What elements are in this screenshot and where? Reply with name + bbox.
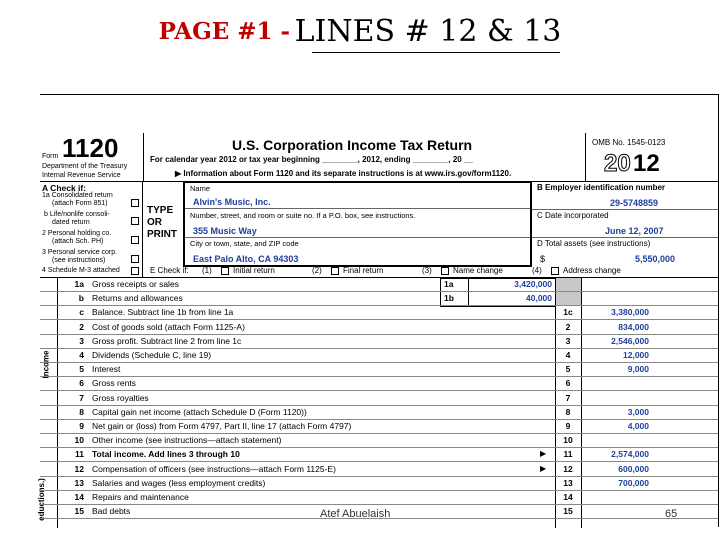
line-box-label: 14 [563, 492, 573, 502]
line-amount[interactable]: 600,000 [618, 463, 649, 474]
line-box-label: 6 [565, 378, 571, 389]
form-label: Form [42, 153, 59, 160]
form-line-3 [40, 335, 718, 349]
line-amount[interactable]: 9,000 [627, 364, 649, 375]
e-num-3: (3) [422, 266, 432, 275]
line-number: 15 [74, 506, 84, 517]
line-box-label: 7 [565, 392, 571, 403]
line-number: 12 [74, 463, 84, 474]
income-side-label: Income [41, 350, 51, 379]
street-label: Number, street, and room or suite no. If a P.O. box, see instructions. [190, 211, 416, 220]
checkbox-address-change[interactable] [551, 267, 559, 275]
c-value[interactable]: June 12, 2007 [605, 226, 664, 236]
line-box-label: 8 [565, 406, 571, 417]
a-item-3-sub: (see instructions) [52, 257, 106, 264]
line-description: Other income (see instructions—attach statement) [92, 435, 282, 446]
checkbox-consolidated[interactable] [131, 199, 139, 207]
checkbox-name-change[interactable] [441, 267, 449, 275]
form-line-8 [40, 406, 718, 420]
form-line-4 [40, 349, 718, 363]
line-number: 11 [75, 449, 84, 460]
line-description: Gross receipts or sales [92, 279, 179, 289]
line-amount[interactable]: 2,546,000 [611, 335, 649, 346]
a-item-2: 2 Personal holding co. [42, 230, 112, 237]
a-item-2-sub: (attach Sch. PH) [52, 238, 104, 245]
header-divider-right [585, 133, 586, 181]
checkbox-final-return[interactable] [331, 267, 339, 275]
b-value[interactable]: 29-5748859 [610, 198, 659, 208]
arrow-icon: ▶ [540, 463, 547, 473]
line-description: Gross profit. Subtract line 2 from line 1c [92, 335, 242, 346]
line-amount[interactable]: 4,000 [627, 421, 649, 431]
street-value[interactable]: 355 Music Way [193, 226, 257, 236]
line-amount[interactable]: 3,000 [627, 406, 649, 417]
checkbox-personal-holding[interactable] [131, 236, 139, 244]
e-num-1: (1) [202, 266, 212, 275]
line-description: Repairs and maintenance [92, 492, 189, 502]
line-box-label: 10 [563, 435, 573, 446]
form-line-9 [40, 420, 718, 434]
d-label: D Total assets (see instructions) [537, 239, 651, 248]
b-row-line [532, 209, 718, 210]
line-amount[interactable]: 3,380,000 [611, 307, 649, 318]
e-initial-return: Initial return [233, 266, 275, 275]
line-description: Gross rents [92, 378, 136, 389]
line-box-label: 2 [565, 321, 571, 332]
line-number: 8 [79, 406, 84, 417]
name-value[interactable]: Alvin's Music, Inc. [193, 197, 271, 207]
line-amount[interactable]: 12,000 [623, 350, 649, 360]
a-item-3: 3 Personal service corp. [42, 249, 118, 256]
form-line-1b [40, 292, 718, 306]
type-or-print-label: TYPE OR PRINT [147, 205, 177, 240]
line-box-label: 15 [563, 506, 573, 517]
line-box-label: 1c [563, 307, 573, 318]
line-description: Interest [92, 364, 121, 375]
line-description: Returns and allowances [92, 293, 183, 304]
year-suffix: 12 [633, 150, 660, 177]
form-number: 1120 [62, 133, 119, 163]
line-box-label: 4 [565, 350, 571, 360]
e-num-2: (2) [312, 266, 322, 275]
line-number: 7 [79, 392, 84, 403]
form-line-11 [40, 448, 718, 462]
line-number: 1a [74, 279, 84, 289]
a-item-1b: b Life/nonlife consoli- [44, 211, 110, 218]
line-number: 3 [79, 335, 84, 346]
form-line-10 [40, 434, 718, 448]
line-number: 6 [79, 378, 84, 389]
slide-title [0, 14, 720, 49]
title-page-number: PAGE #1 - [158, 18, 291, 45]
line-box-label: 12 [563, 463, 573, 474]
checkbox-life-nonlife[interactable] [131, 217, 139, 225]
b-label: B Employer identification number [537, 183, 666, 192]
a-item-4: 4 Schedule M-3 attached [42, 267, 120, 274]
line-description: Salaries and wages (less employment credits) [92, 477, 266, 488]
form-line-2 [40, 321, 718, 335]
line-description: Gross royalties [92, 392, 149, 403]
line-number: 13 [74, 477, 84, 488]
subline-value[interactable]: 40,000 [526, 293, 552, 304]
line-box-label: 9 [565, 421, 571, 431]
year-prefix: 20 [604, 150, 631, 177]
e-check-label: E Check if: [150, 266, 189, 275]
arrow-icon: ▶ [540, 449, 547, 459]
a-item-1a-sub: (attach Form 851) [52, 200, 108, 207]
line-number: 10 [74, 435, 84, 446]
line-description: Compensation of officers (see instructions—attach Form 1125-E) [92, 463, 336, 474]
a-section-divider [142, 181, 143, 277]
street-row-line [185, 237, 530, 238]
c-label: C Date incorporated [537, 211, 609, 220]
form-line-13 [40, 477, 718, 491]
d-prefix: $ [540, 254, 546, 264]
form-line-5 [40, 363, 718, 377]
line-amount[interactable]: 2,574,000 [611, 449, 649, 460]
line-amount[interactable]: 834,000 [618, 321, 649, 332]
form-line-6 [40, 377, 718, 391]
line-box-label: 5 [565, 364, 571, 375]
subline-label: 1a [444, 279, 454, 289]
line-number: c [79, 307, 84, 318]
a-item-1a: 1a Consolidated return [42, 192, 113, 199]
checkbox-initial-return[interactable] [221, 267, 229, 275]
e-final-return: Final return [343, 266, 384, 275]
line-amount[interactable]: 700,000 [618, 477, 649, 488]
irs-text: Internal Revenue Service [42, 172, 121, 179]
form-1120-image [36, 94, 719, 527]
e-num-4: (4) [532, 266, 542, 275]
e-name-change: Name change [453, 266, 503, 275]
a-item-1b-sub: dated return [52, 219, 90, 226]
form-line-12 [40, 463, 718, 477]
form-title: U.S. Corporation Income Tax Return [232, 137, 473, 153]
title-lines: LINES # 12 & 13 [294, 14, 562, 49]
line-description: Capital gain net income (attach Schedule D (Form 1120)) [92, 406, 307, 417]
line-number: 9 [79, 421, 84, 431]
author-footer: Atef Abuelaish [320, 508, 391, 520]
e-address-change: Address change [563, 266, 621, 275]
line-description: Cost of goods sold (attach Form 1125-A) [92, 321, 245, 332]
checkbox-personal-service[interactable] [131, 255, 139, 263]
a-check-label: A Check if: [42, 183, 87, 193]
line-description: Balance. Subtract line 1b from line 1a [92, 307, 234, 318]
page-number: 65 [665, 508, 678, 520]
c-row-line [532, 237, 718, 238]
form-line-7 [40, 392, 718, 406]
line-box-label: 13 [563, 477, 573, 488]
line-number: 14 [74, 492, 84, 502]
line-description: Total income. Add lines 3 through 10 [92, 449, 240, 460]
info-line: ▶ Information about Form 1120 and its separate instructions is at www.irs.gov/form1120. [175, 169, 512, 178]
form-line-1a [40, 278, 718, 292]
line-number: 2 [79, 321, 84, 332]
header-divider-left [143, 133, 144, 181]
checkbox-schedule-m3[interactable] [131, 267, 139, 275]
dept-text: Department of the Treasury [42, 163, 128, 170]
subline-value[interactable]: 3,420,000 [514, 279, 552, 289]
year-line: For calendar year 2012 or tax year beginning ________, 2012, ending ________, 20 __ [150, 155, 473, 164]
line-description: Bad debts [92, 506, 131, 517]
line-number: 5 [79, 364, 84, 375]
form-line-1c [40, 306, 718, 320]
line-description: Dividends (Schedule C, line 19) [92, 350, 212, 360]
line-number: b [78, 293, 84, 304]
deductions-side-label: eductions.) [36, 478, 46, 521]
line-box-label: 3 [565, 335, 571, 346]
line-box-label: 11 [563, 449, 573, 460]
form-line-14 [40, 491, 718, 505]
d-value[interactable]: 5,550,000 [635, 254, 676, 264]
omb-number: OMB No. 1545-0123 [592, 138, 666, 147]
name-label: Name [190, 184, 211, 193]
title-underline [312, 52, 560, 53]
city-label: City or town, state, and ZIP code [190, 239, 299, 248]
city-value[interactable]: East Palo Alto, CA 94303 [193, 254, 299, 264]
subline-label: 1b [444, 293, 454, 304]
name-row-line [185, 208, 530, 209]
line-number: 4 [79, 350, 84, 360]
line-description: Net gain or (loss) from Form 4797, Part II, line 17 (attach Form 4797) [92, 421, 352, 431]
